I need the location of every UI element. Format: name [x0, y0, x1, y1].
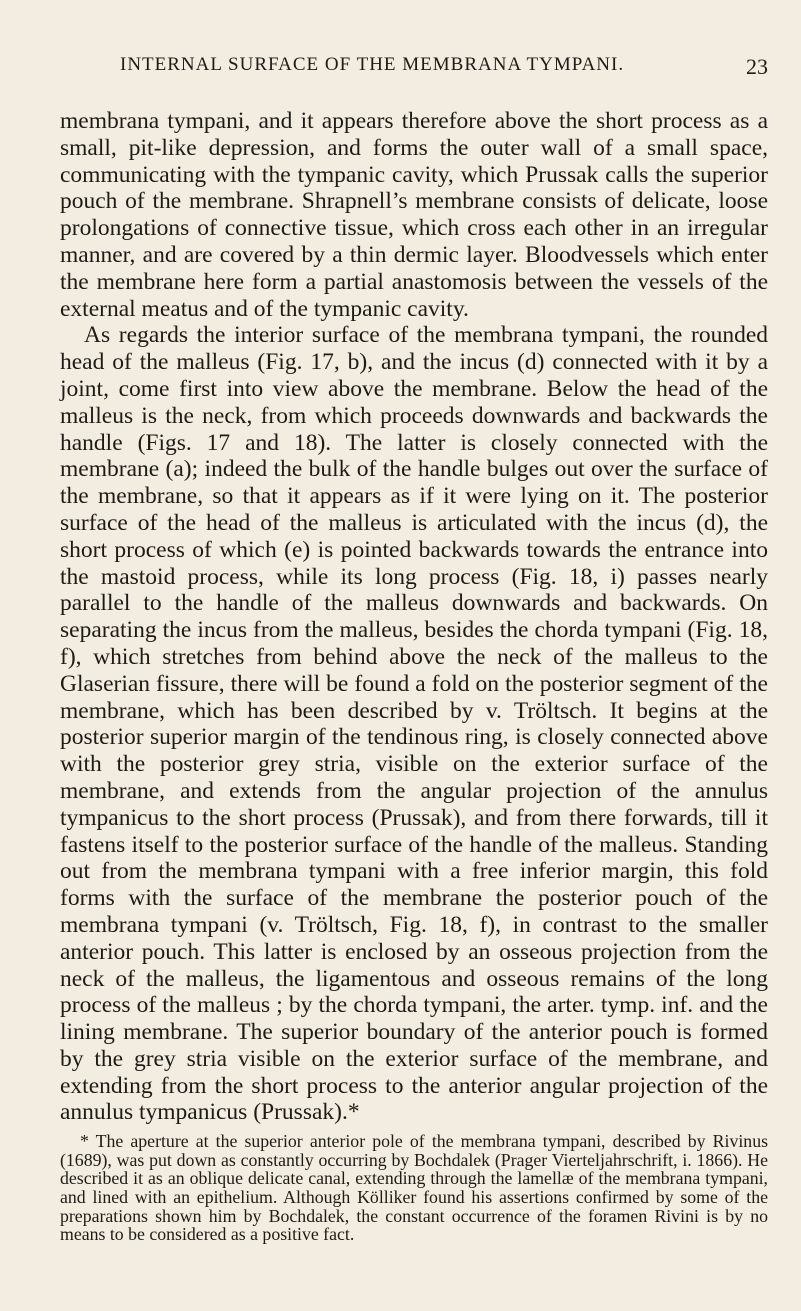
book-page [60, 22, 768, 1262]
footnote: * The aperture at the superior anterior pole of the membrana tympani, described by Rivinus (1689), was put down as constantly occurring by Bochdalek (Prager Vierteljahrschrift, i. 1866). He described it as an oblique delicate canal, extending through the lamellæ of the membrana tympani, and lined with an epithelium. Although Kölliker found his assertions confirmed by some of the preparations shown him by Bochdalek, the constant occurrence of the foramen Rivini is by no means to be considered as a positive fact. [60, 1131, 768, 1245]
paragraph: membrana tympani, and it appears therefore above the short process as a small, pit-like depression, and forms the outer wall of a small space, communicating with the tympanic cavity, which Prussak calls the superior pouch of the membrane. Shrapnell’s membrane consists of delicate, loose prolongations of connective tissue, which cross each other in an irregular manner, and are covered by a thin dermic layer. Bloodvessels which enter the membrane here form a partial anastomosis between the vessels of the external meatus and of the tympanic cavity. [60, 108, 768, 322]
paragraph: As regards the interior surface of the membrana tympani, the rounded head of the malleus (Fig. 17, b), and the incus (d) connected with it by a joint, come first into view above the membrane. Below the head of the malleus is the neck, from which proceeds downwards and backwards the handle (Figs. 17 and 18). The latter is closely connected with the membrane (a); indeed the bulk of the handle bulges out over the surface of the membrane, so that it appears as if it were lying on it. The posterior surface of the head of the malleus is articulated with the incus (d), the short process of which (e) is pointed backwards towards the entrance into the mastoid process, while its long process (Fig. 18, i) passes nearly parallel to the handle of the malleus downwards and backwards. On separating the incus from the malleus, besides the chorda tympani (Fig. 18, f), which stretches from behind above the neck of the malleus to the Glaserian fissure, there will be found a fold on the posterior segment of the membrane, which has been described by v. Tröltsch. It begins at the posterior superior margin of the tendinous ring, is closely connected above with the posterior grey stria, visible on the exterior surface of the membrane, and extends from the angular projection of the annulus tympanicus to the short process (Prussak), and from there forwards, till it fastens itself to the posterior surface of the handle of the malleus. Standing out from the membrana tympani with a free inferior margin, this fold forms with the surface of the membrane the posterior pouch of the membrana tympani (v. Tröltsch, Fig. 18, f), in contrast to the smaller anterior pouch. This latter is enclosed by an osseous projection from the neck of the malleus, the ligamentous and osseous remains of the long process of the malleus ; by the chorda tympani, the arter. tymp. inf. and the lining membrane. The superior boundary of the anterior pouch is formed by the grey stria visible on the exterior surface of the membrane, and extending from the short process to the anterior angular projection of the annulus tympanicus (Prussak).* [60, 322, 768, 1126]
body-text [60, 108, 768, 1126]
page-number: 23 [746, 54, 768, 79]
running-title: INTERNAL SURFACE OF THE MEMBRANA TYMPANI. [120, 54, 625, 75]
running-head [60, 22, 768, 79]
